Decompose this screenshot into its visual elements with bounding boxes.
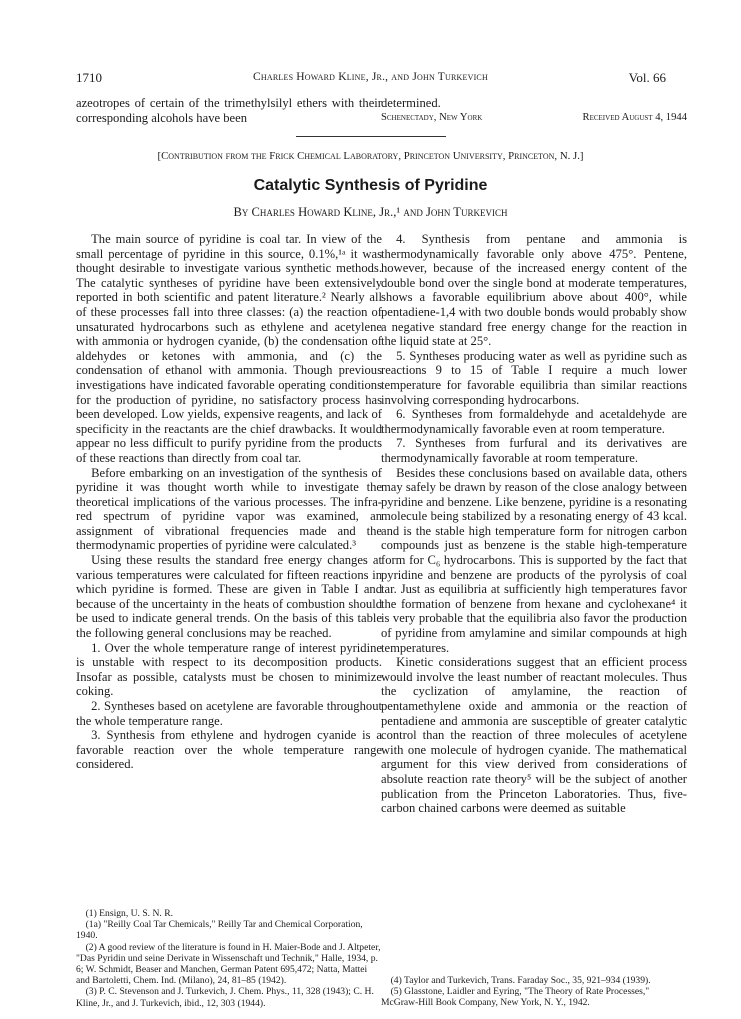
paragraph: The main source of pyridine is coal tar. In view of the small percentage of pyridine in this source, 0.1%,¹ᵃ it was thought desirable to investigate various synthetic methods. The catalytic syntheses of pyridine have been extensively reported in both scientific and patent literature.² Nearly all of these processes fall into three classes: (a) the reaction of unsaturated hydrocarbons such as ethylene and acetylene with ammonia or hydrogen cyanide, (b) the condensation of aldehydes or ketones with ammonia, and (c) the condensation of ethanol with ammonia. Though previous investigations have indicated favorable operating conditions for the production of pyridine, no satisfactory process has been developed. Low yields, expensive reagents, and lack of specificity in the reactants are the chief drawbacks. It would appear no less difficult to purify pyridine from the products of these reactions than directly from coal tar. [76, 232, 382, 465]
left-column [76, 232, 382, 772]
previous-article-end-left [76, 96, 382, 125]
previous-article-closing: determined. [381, 96, 441, 110]
article-title: Catalytic Synthesis of Pyridine [253, 177, 488, 194]
page-number: 1710 [76, 70, 102, 85]
paragraph: Kinetic considerations suggest that an efficient process would involve the least number of reactant molecules. Thus the cyclization of amylamine, the reaction of pentamethylene oxide and ammonia or the reaction of pentadiene and ammonia are susceptible of greater catalytic control than the reaction of three molecules of acetylene with one molecule of hydrogen cyanide. The mathematical argument for this view derived from considerations of absolute reaction rate theory⁵ will be the subject of another publication from the Princeton Laboratories. Thus, five-carbon chained carbons were deemed as suitable [381, 655, 687, 816]
footnotes-right [381, 975, 687, 1009]
footnotes-left [76, 908, 382, 1009]
location-line: Schenectady, New York [381, 111, 483, 123]
paragraph: Using these results the standard free energy changes at various temperatures were calculated for fifteen reactions in which pyridine is formed. These are given in Table I and because of the uncertainty in the heats of combustion should be used to indicate general trends. On the basis of this table the following general conclusions may be reached. [76, 553, 382, 641]
previous-article-end-right [381, 96, 687, 125]
paragraph: 4. Synthesis from pentane and ammonia is thermodynamically favorable only above 475°. Pentene, however, because of the increased energy content of the double bond over the single bond at moderate temperatures, shows a favorable equilibrium above about 400°, while pentadiene-1,4 with two double bonds would probably show a negative standard free energy change for the reaction in the liquid state at 25°. [381, 232, 687, 349]
paragraph: 6. Syntheses from formaldehyde and acetaldehyde are thermodynamically favorable even at room temperature. [381, 407, 687, 436]
footnote: (5) Glasstone, Laidler and Eyring, "The Theory of Rate Processes," McGraw-Hill Book Company, New York, N. Y., 1942. [381, 986, 650, 1009]
section-divider [296, 136, 446, 137]
received-date: Received August 4, 1944 [582, 111, 687, 123]
previous-article-footer [381, 111, 687, 126]
paragraph: 1. Over the whole temperature range of interest pyridine is unstable with respect to its decomposition products. Insofar as possible, catalysts must be chosen to minimize coking. [76, 640, 382, 699]
footnote: (1a) "Reilly Coal Tar Chemicals," Reilly Tar and Chemical Corporation, 1940. [76, 919, 363, 942]
volume-label: Vol. 66 [628, 70, 666, 85]
paragraph: 3. Synthesis from ethylene and hydrogen cyanide is a favorable reaction over the whole temperature range considered. [76, 728, 382, 772]
running-title: Charles Howard Kline, Jr., and John Turkevich [253, 71, 488, 83]
previous-article-text: azeotropes of certain of the trimethylsilyl ethers with their corresponding alcohols have been [76, 96, 382, 125]
paragraph: Before embarking on an investigation of the synthesis of pyridine it was thought worth while to investigate the theoretical implications of the various processes. The infra-red spectrum of pyridine vapor was examined, an assignment of vibrational frequencies made and the thermodynamic properties of pyridine were calculated.³ [76, 465, 382, 553]
contribution-line: [Contribution from the Frick Chemical Laboratory, Princeton University, Princeton, N. J.] [157, 150, 584, 162]
footnote: (4) Taylor and Turkevich, Trans. Faraday Soc., 35, 921–934 (1939). [390, 975, 651, 986]
paragraph: 7. Syntheses from furfural and its derivatives are thermodynamically favorable at room temperature. [381, 436, 687, 465]
paragraph: Besides these conclusions based on available data, others may safely be drawn by reason of the close analogy between pyridine and benzene. Like benzene, pyridine is a resonating molecule being stabilized by a resonating energy of 43 kcal. and is the stable high temperature form for nitrogen carbon compounds just as benzene is the stable high-temperature form for C₆ hydrocarbons. This is supported by the fact that pyridine and benzene are products of the pyrolysis of coal tar. Just as equilibria at sufficiently high temperatures favor the formation of benzene from hexane and cyclohexane⁴ it is very probable that the equilibria also favor the production of pyridine from amylamine and similar compounds at high temperatures. [381, 465, 687, 655]
article-byline: By Charles Howard Kline, Jr.,¹ and John Turkevich [233, 205, 508, 219]
footnote: (1) Ensign, U. S. N. R. [85, 908, 174, 919]
right-column [381, 232, 687, 816]
footnote: (2) A good review of the literature is found in H. Maier-Bode and J. Altpeter, "Das Pyridin und seine Derivate in Wissenschaft und Technik," Halle, 1934, p. 6; W. Schmidt, Beaser and Manchen, German Patent 695,472; Natta, Mattei and Bartoletti, Chem. Ind. (Milano), 24, 81–85 (1942). [76, 941, 381, 987]
footnote: (3) P. C. Stevenson and J. Turkevich, J. Chem. Phys., 11, 328 (1943); C. H. Kline, Jr., and J. Turkevich, ibid., 12, 303 (1944). [76, 986, 374, 1009]
paragraph: 5. Syntheses producing water as well as pyridine such as reactions 9 to 15 of Table I require a much lower temperature for favorable equilibria than similar reactions involving corresponding hydrocarbons. [381, 348, 687, 407]
paragraph: 2. Syntheses based on acetylene are favorable throughout the whole temperature range. [76, 699, 382, 728]
